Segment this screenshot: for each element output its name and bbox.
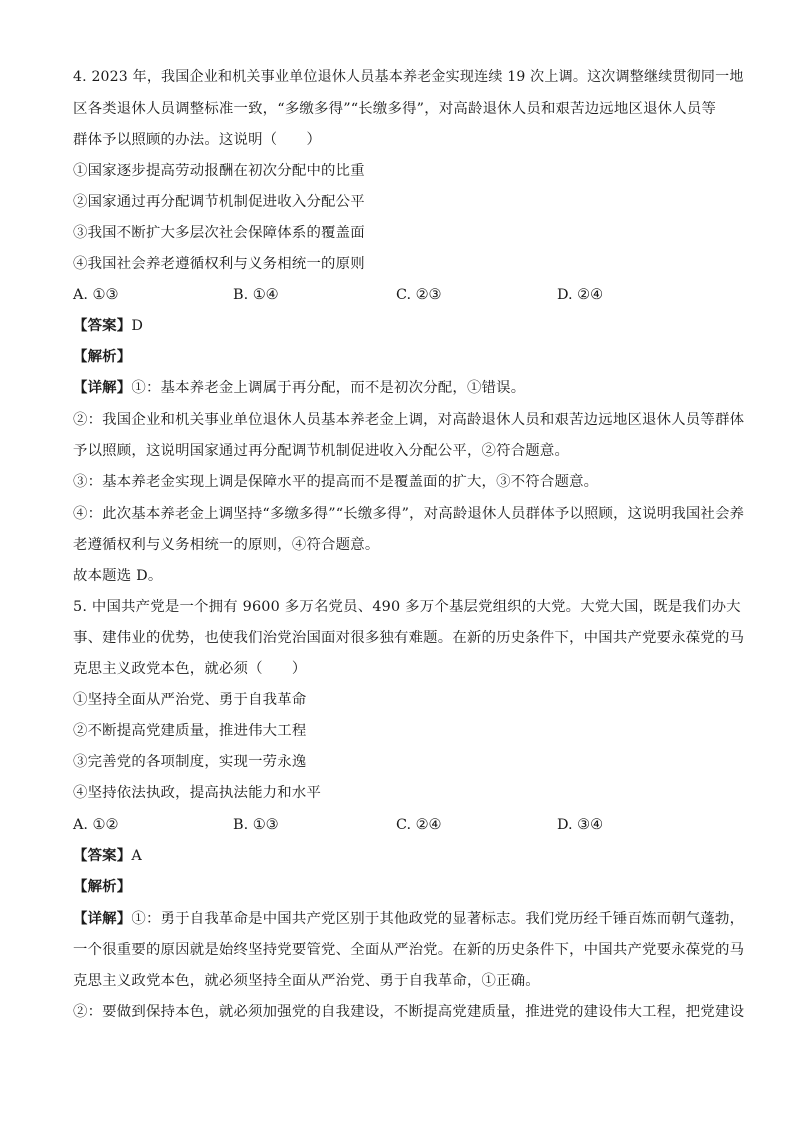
q5-answer-value: A	[131, 848, 142, 864]
q4-stem-line-2: 区各类退休人员调整标准一致，“多缴多得”“长缴多得”，对高龄退休人员和艰苦边远地区退休人员等	[73, 101, 717, 117]
q4-answer-line	[73, 316, 143, 336]
q4-detail-text-1: ①：基本养老金上调属于再分配，而不是初次分配，①错误。	[131, 380, 526, 396]
q5-statement-4: ④坚持依法执政，提高执法能力和水平	[73, 785, 322, 801]
q4-statement-4: ④我国社会养老遵循权利与义务相统一的原则	[73, 256, 365, 272]
q5-detail-line-3: 克思主义政党本色，就必须坚持全面从严治党、勇于自我革命，①正确。	[73, 973, 540, 989]
q4-detail-line-4: ③：基本养老金实现上调是保障水平的提高而不是覆盖面的扩大，③不符合题意。	[73, 474, 599, 490]
q5-answer-tag: 【答案】	[73, 847, 132, 864]
q4-detail-tag: 【详解】	[73, 379, 132, 396]
q4-option-a: A. ①③	[73, 287, 119, 303]
q4-statement-1: ①国家逐步提高劳动报酬在初次分配中的比重	[73, 163, 365, 179]
q4-analysis-tag: 【解析】	[73, 348, 132, 365]
q5-stem-line-1: 5. 中国共产党是一个拥有 9600 多万名党员、490 多万个基层党组织的大党。大党大国，既是我们办大	[73, 599, 741, 615]
q5-statement-2: ②不断提高党建质量，推进伟大工程	[73, 723, 307, 739]
q4-detail-line-5: ④：此次基本养老金上调坚持“多缴多得”“长缴多得”，对高龄退休人员群体予以照顾，这说明我国社会养	[73, 506, 745, 522]
q4-option-d: D. ②④	[557, 287, 603, 303]
q5-detail-text-1: ①：勇于自我革命是中国共产党区别于其他政党的显著标志。我们党历经千锤百炼而朝气蓬勃，	[131, 911, 745, 927]
q5-stem-line-3: 克思主义政党本色，就必须（ ）	[73, 661, 307, 677]
q5-option-c: C. ②④	[396, 817, 442, 833]
q4-detail-line-3: 予以照顾，这说明国家通过再分配调节机制促进收入分配公平，②符合题意。	[73, 443, 570, 459]
q4-option-c: C. ②③	[396, 287, 442, 303]
q5-option-b: B. ①③	[233, 817, 279, 833]
q5-detail-line-1	[73, 909, 744, 929]
q5-detail-line-4: ②：要做到保持本色，就必须加强党的自我建设，不断提高党建质量，推进党的建设伟大工程，把党建设	[73, 1004, 745, 1020]
q4-detail-line-6: 老遵循权利与义务相统一的原则，④符合题意。	[73, 537, 380, 553]
q4-answer-tag: 【答案】	[73, 317, 132, 334]
q4-answer-value: D	[131, 318, 144, 334]
q5-stem-line-2: 事、建伟业的优势，也使我们治党治国面对很多独有难题。在新的历史条件下，中国共产党要永葆党的马	[73, 630, 745, 646]
q4-option-b: B. ①④	[233, 287, 279, 303]
q4-statement-3: ③我国不断扩大多层次社会保障体系的覆盖面	[73, 225, 365, 241]
q4-stem-line-3: 群体予以照顾的办法。这说明（ ）	[73, 132, 322, 148]
q5-detail-line-2: 一个很重要的原因就是始终坚持党要管党、全面从严治党。在新的历史条件下，中国共产党要永葆党的马	[73, 942, 745, 958]
q5-option-d: D. ③④	[557, 817, 603, 833]
q5-statement-1: ①坚持全面从严治党、勇于自我革命	[73, 692, 307, 708]
q4-detail-line-1	[73, 378, 525, 398]
q5-statement-3: ③完善党的各项制度，实现一劳永逸	[73, 754, 307, 770]
q5-answer-line	[73, 846, 142, 866]
q4-statement-2: ②国家通过再分配调节机制促进收入分配公平	[73, 194, 365, 210]
q4-conclusion: 故本题选 D。	[73, 568, 163, 584]
q5-option-a: A. ①②	[73, 817, 119, 833]
q4-stem-line-1: 4. 2023 年，我国企业和机关事业单位退休人员基本养老金实现连续 19 次上调。这次调整继续贯彻同一地	[73, 69, 744, 85]
q4-detail-line-2: ②：我国企业和机关事业单位退休人员基本养老金上调，对高龄退休人员和艰苦边远地区退休人员等群体	[73, 412, 745, 428]
q5-analysis-tag: 【解析】	[73, 878, 132, 895]
q5-detail-tag: 【详解】	[73, 910, 132, 927]
